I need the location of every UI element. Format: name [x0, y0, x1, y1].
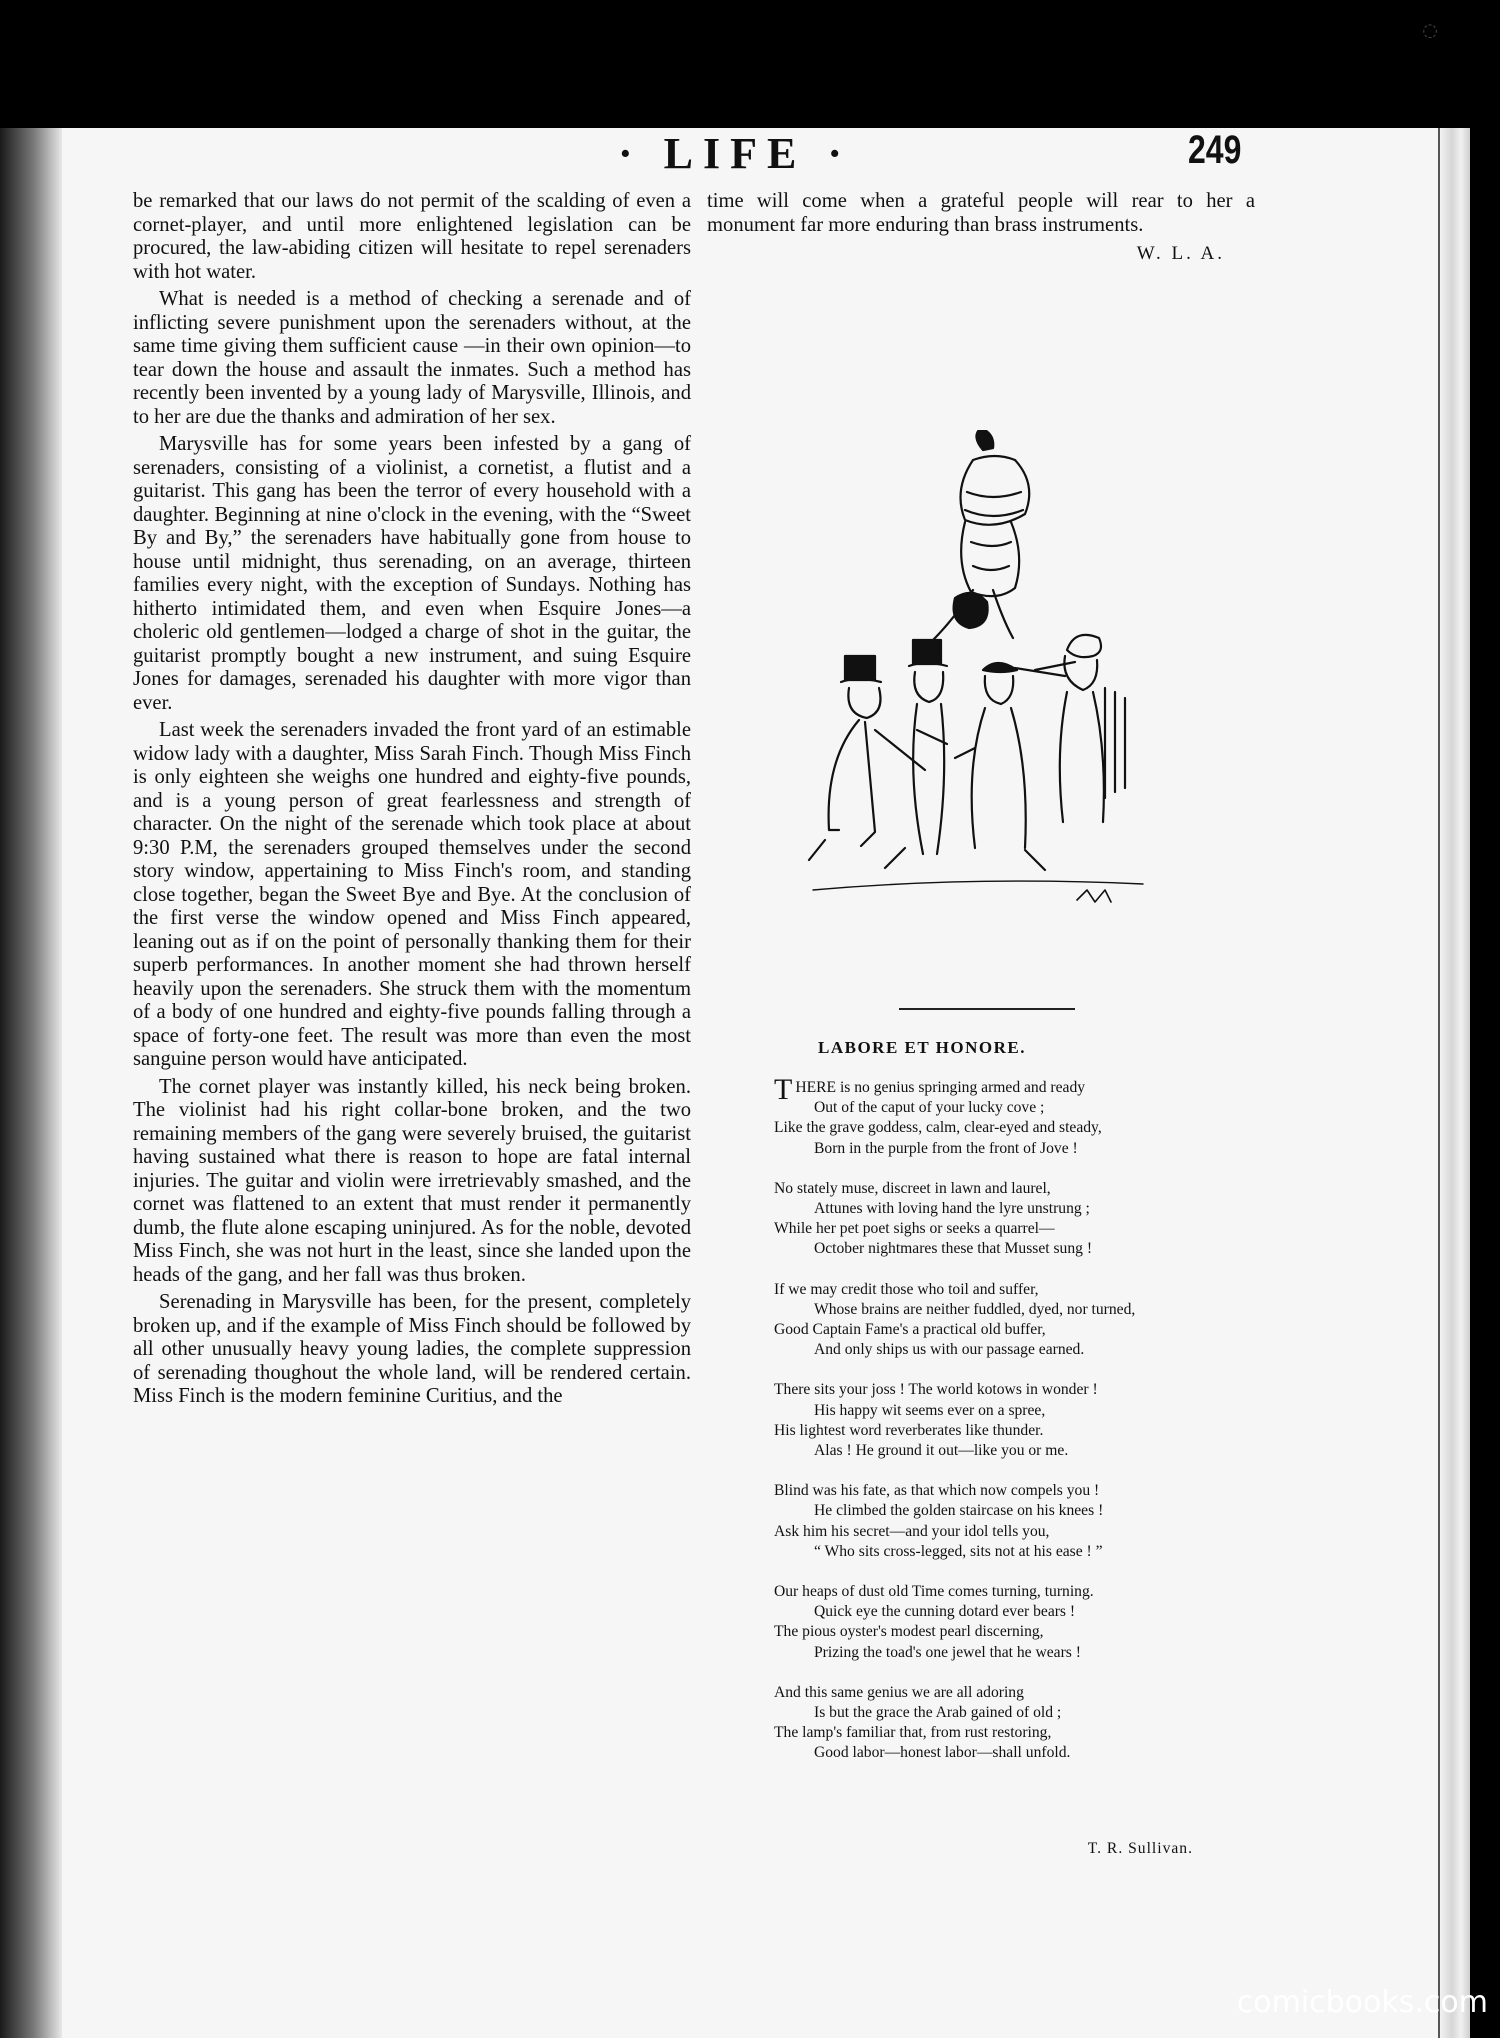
poem-line: October nightmares these that Musset sung !	[814, 1240, 1093, 1258]
scan-mark-icon: ◌	[1422, 20, 1438, 41]
section-divider	[899, 1008, 1075, 1010]
poem-stanza	[774, 1073, 1264, 1159]
poem-line: Blind was his fate, as that which now compels you !	[774, 1482, 1100, 1500]
poem-line: Good labor—honest labor—shall unfold.	[814, 1744, 1071, 1762]
poem-line: His happy wit seems ever on a spree,	[814, 1401, 1046, 1419]
poem-line: “ Who sits cross-legged, sits not at his ease ! ”	[814, 1542, 1103, 1560]
article-signature: W. L. A.	[1136, 243, 1225, 264]
poem-line: While her pet poet sighs or seeks a quarrel—	[774, 1220, 1055, 1238]
article-paragraph: Last week the serenaders invaded the front yard of an estimable widow lady with a daughter, Miss Sarah Finch. Though Miss Finch is only eighteen she weighs one hundred and eighty-five pounds, and is a young person of great fearlessness and strength of character. On the night of the serenade which took place at about 9:30 P.M, the serenaders grouped themselves under the second story window, appertaining to Miss Finch's room, and standing close together, began the Sweet Bye and Bye. At the conclusion of the first verse the window opened and Miss Finch appeared, leaning out as if on the point of personally thanking them for their superb performances. In another moment she had thrown herself heavily upon the serenaders. She struck them with the momentum of a body of one hundred and eighty-five pounds falling through a space of forty-one feet. The result was more than even the most sanguine person would have anticipated.	[133, 719, 691, 1070]
poem-line: Prizing the toad's one jewel that he wears !	[814, 1643, 1081, 1661]
poem-line: There sits your joss ! The world kotows in wonder !	[774, 1381, 1098, 1399]
serenaders-illustration	[805, 430, 1157, 990]
poem-line: Ask him his secret—and your idol tells you,	[774, 1522, 1050, 1540]
poem-line: Whose brains are neither fuddled, dyed, nor turned,	[814, 1300, 1136, 1318]
article-column-left	[133, 190, 691, 1413]
poem-line: His lightest word reverberates like thunder.	[774, 1421, 1044, 1439]
poem-line: Alas ! He ground it out—like you or me.	[814, 1442, 1069, 1460]
poem-signature: T. R. Sullivan.	[1087, 1840, 1193, 1857]
poem-stanza	[774, 1380, 1264, 1461]
article-paragraph: Serenading in Marysville has been, for the present, completely broken up, and if the example of Miss Finch should be followed by all other unusually heavy young ladies, the complete suppression of serenading thoughout the whole land, will be rendered certain. Miss Finch is the modern feminine Curitius, and the	[133, 1291, 691, 1407]
poem-line: And this same genius we are all adoring	[774, 1683, 1024, 1701]
poem-dropcap: T	[774, 1073, 793, 1106]
poem-line: Out of the caput of your lucky cove ;	[814, 1099, 1045, 1117]
article-paragraph: What is needed is a method of checking a serenade and of inflicting severe punishment upon the serenaders without, at the same time giving them sufficient cause —in their own opinion—to tear down the house and assault the inmates. Such a method has recently been invented by a young lady of Marysville, Illinois, and to her are due the thanks and admiration of her sex.	[133, 288, 691, 428]
article-paragraph: The cornet player was instantly killed, his neck being broken. The violinist had his right collar-bone broken, and the two remaining members of the gang were severely bruised, the guitarist having sustained what there is reason to hope are fatal internal injuries. The guitar and violin were irretrievably smashed, and the cornet was flattened to an extent that must render it permanently dumb, the flute alone escaping uninjured. As for the noble, devoted Miss Finch, she was not hurt in the least, since she landed upon the heads of the gang, and her fall was thus broken.	[133, 1075, 691, 1286]
article-column-right	[707, 190, 1255, 1857]
article-paragraph: be remarked that our laws do not permit of the scalding of even a cornet-player, and until more enlightened legislation can be procured, the law-abiding citizen will hesitate to repel serenaders with hot water.	[133, 190, 691, 283]
page-gutter	[0, 128, 62, 2038]
watermark-text: comicbooks.com	[1236, 1985, 1488, 2020]
poem-line: Quick eye the cunning dotard ever bears !	[814, 1603, 1076, 1621]
poem-title: LABORE ET HONORE.	[818, 1038, 1026, 1057]
poem-line: Our heaps of dust old Time comes turning, turning.	[774, 1583, 1094, 1601]
poem-line: He climbed the golden staircase on his knees !	[814, 1502, 1104, 1520]
poem-stanza	[774, 1582, 1264, 1663]
poem-line: Attunes with loving hand the lyre unstrung ;	[814, 1200, 1090, 1218]
poem-line: Is but the grace the Arab gained of old ;	[814, 1704, 1062, 1722]
poem-line: Born in the purple from the front of Jove !	[814, 1139, 1078, 1157]
page-number: 249	[1188, 128, 1242, 172]
poem-body	[774, 1073, 1264, 1784]
poem-stanza	[774, 1179, 1264, 1260]
article-paragraph: Marysville has for some years been infested by a gang of serenaders, consisting of a violinist, a cornetist, a flutist and a guitarist. This gang has been the terror of every household with a daughter. Beginning at nine o'clock in the evening, with the “Sweet By and By,” the serenaders have habitually gone from house to house until midnight, thus serenading, on an average, thirteen families every night, with the exception of Sundays. Nothing has hitherto intimidated them, and even when Esquire Jones—a choleric old gentlemen—lodged a charge of shot in the guitar, the guitarist promptly bought a new instrument, and suing Esquire Jones for damages, serenaded his daughter with more vigor than ever.	[133, 433, 691, 714]
article-continuation: time will come when a grateful people will rear to her a monument far more enduring than brass instruments.	[707, 190, 1255, 236]
poem-line: The pious oyster's modest pearl discerning,	[774, 1623, 1044, 1641]
poem-line: And only ships us with our passage earned.	[814, 1341, 1085, 1359]
poem-stanza	[774, 1280, 1264, 1361]
poem-line: HERE is no genius springing armed and ready	[795, 1079, 1086, 1096]
poem-line: No stately muse, discreet in lawn and laurel,	[774, 1179, 1051, 1197]
poem-line: If we may credit those who toil and suffer,	[774, 1280, 1039, 1298]
poem-stanza	[774, 1481, 1264, 1562]
masthead-title: · LIFE ·	[617, 129, 853, 178]
page-edge	[1438, 128, 1470, 2038]
poem-stanza	[774, 1683, 1264, 1764]
poem-line: Good Captain Fame's a practical old buffer,	[774, 1321, 1046, 1339]
poem-line: Like the grave goddess, calm, clear-eyed and steady,	[774, 1119, 1102, 1137]
poem-line: The lamp's familiar that, from rust restoring,	[774, 1724, 1052, 1742]
